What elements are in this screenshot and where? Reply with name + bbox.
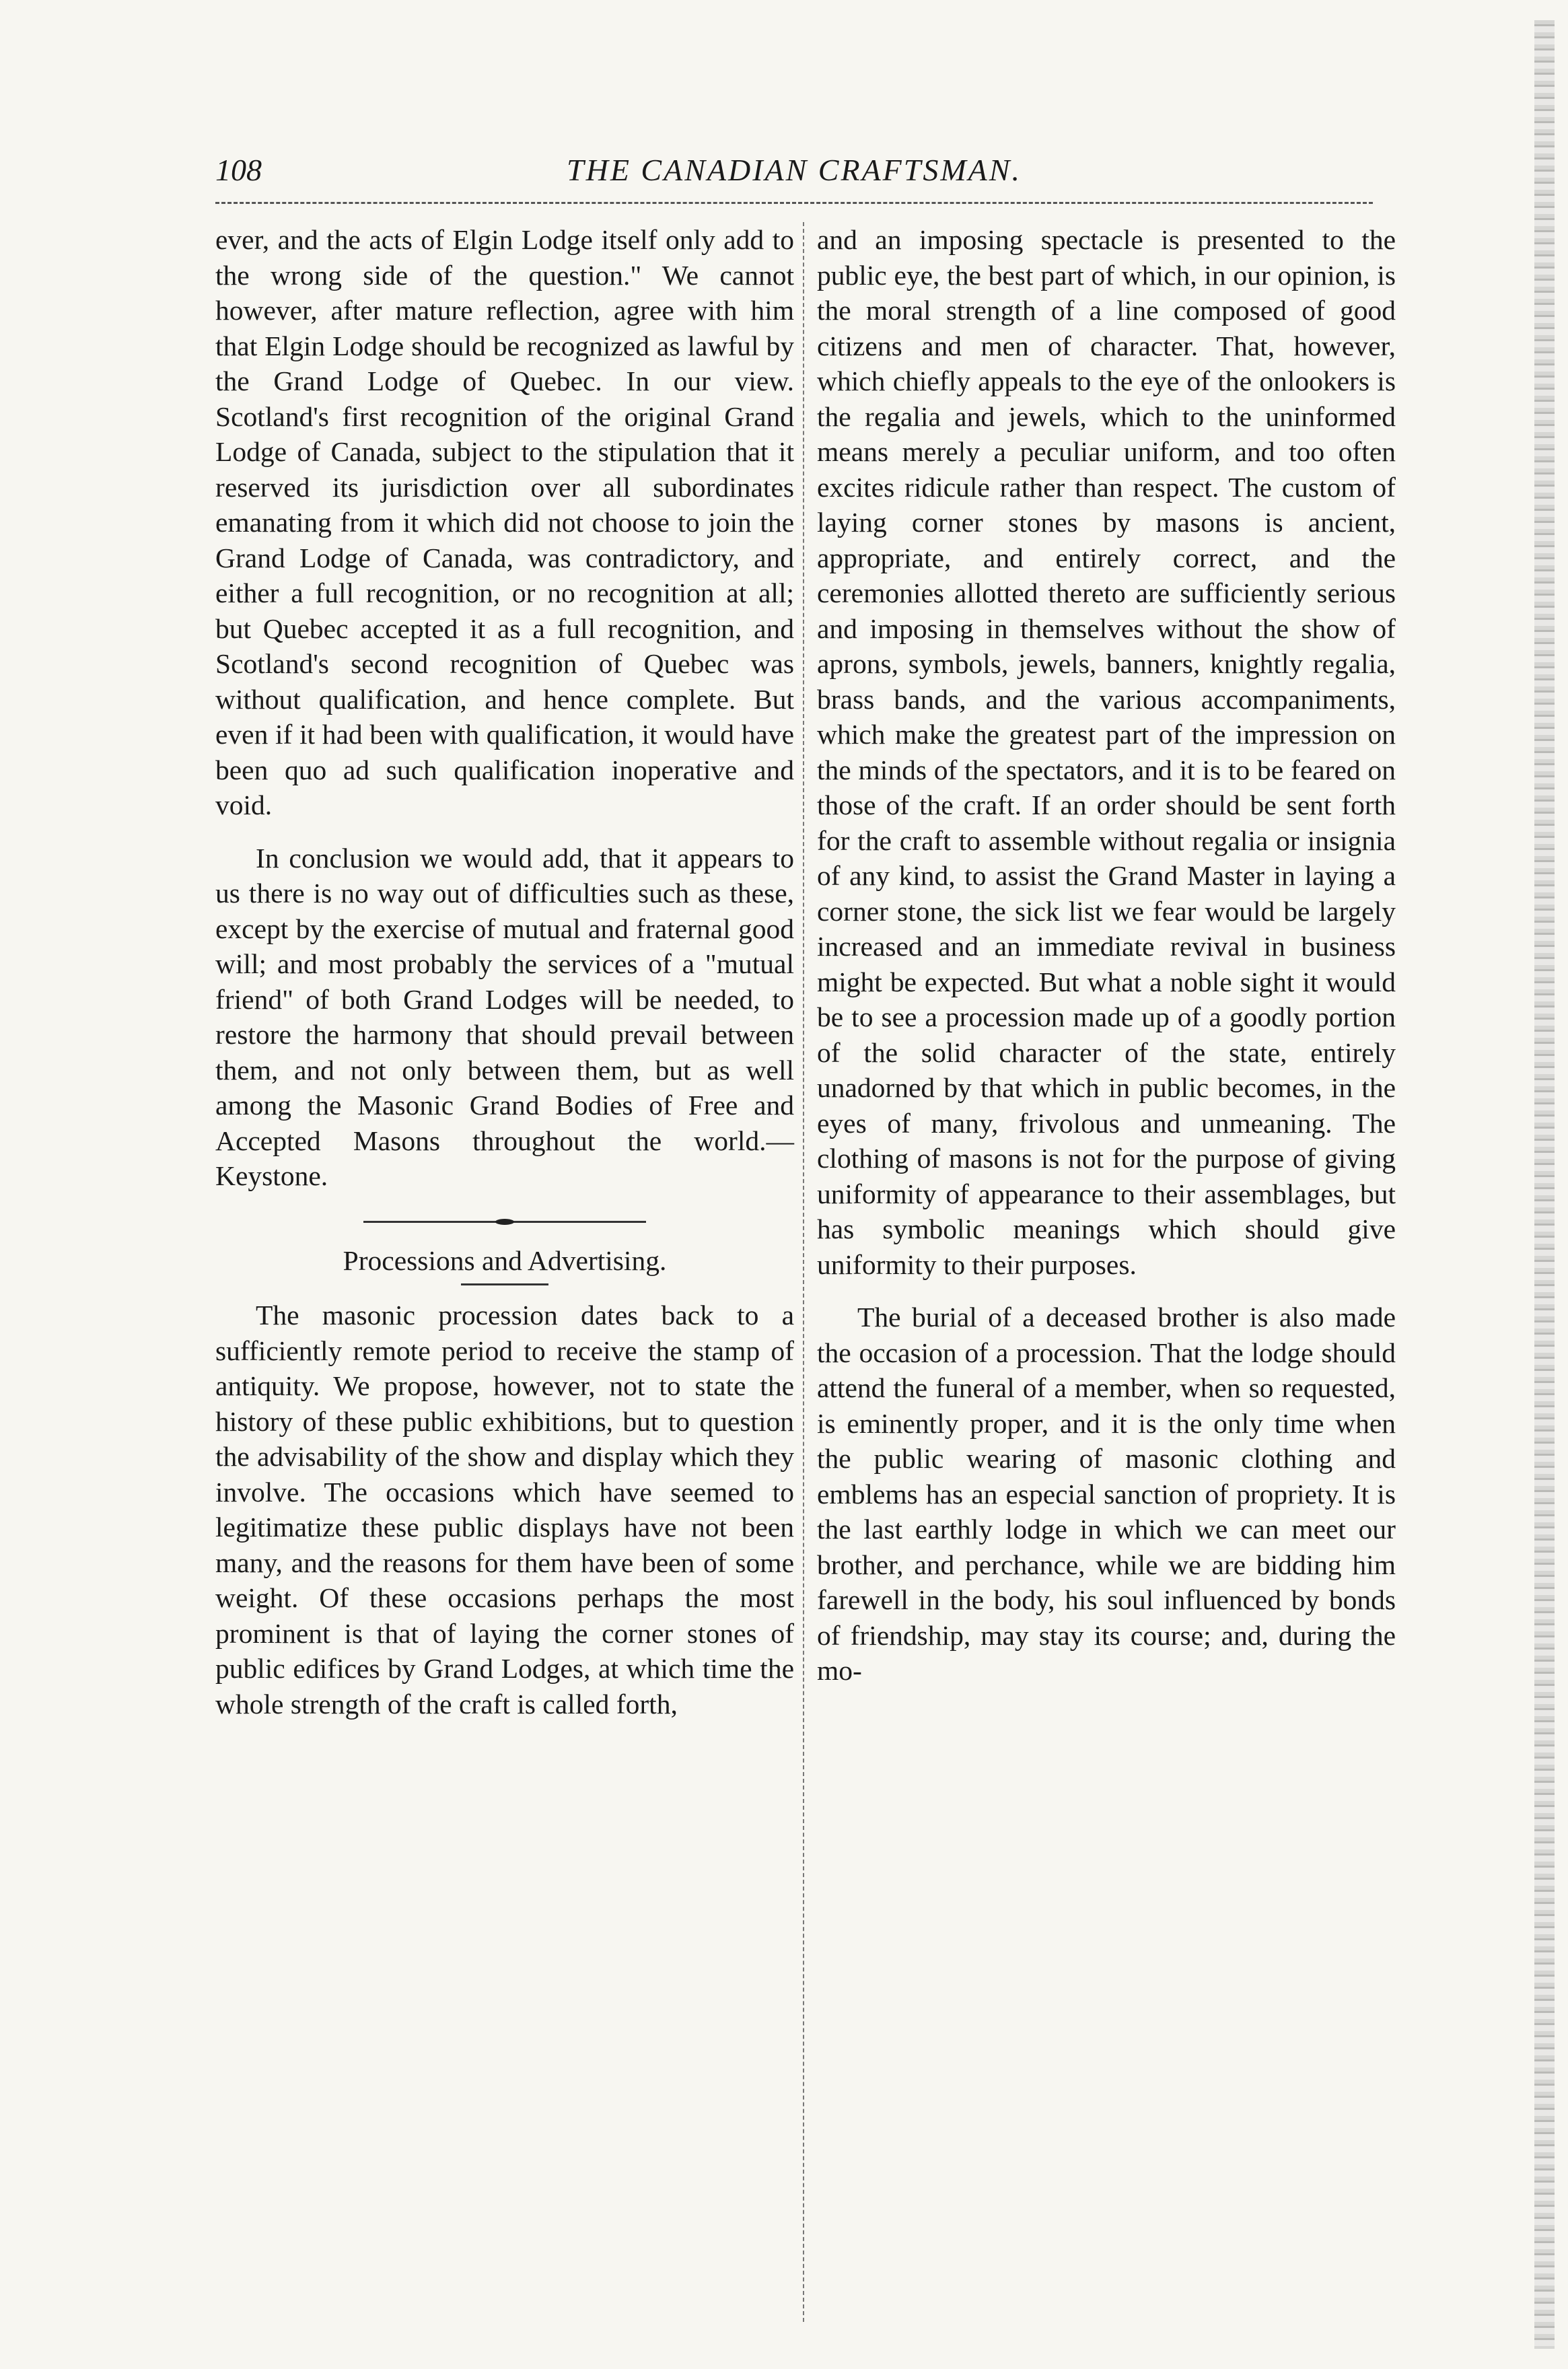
running-title: THE CANADIAN CRAFTSMAN. — [567, 153, 1022, 187]
heading-rule — [461, 1283, 548, 1285]
paragraph: ever, and the acts of Elgin Lodge itself only add to the wrong side of the question." We cannot however, after mature reflection, agree with him that Elgin Lodge should be recognized as lawful by the Grand Lodge of Quebec. In our view. Scotland's first recognition of the original Grand Lodge of Canada, subject to the stipulation that it reserved its jurisdiction over all subordinates emanating from it which did not choose to join the Grand Lodge of Canada, was contradictory, and either a full recognition, or no recognition at all; but Quebec accepted it as a full recognition, and Scotland's second recognition of Quebec was without qualification, and hence complete. But even if it had been with qualification, it would have been quo ad such qualification inoperative and void. — [215, 224, 794, 820]
paragraph: and an imposing spectacle is presented to the public eye, the best part of which, in our opinion, is the moral strength of a line composed of good citizens and men of character. That, however, which chiefly appeals to the eye of the onlookers is the regalia and jewels, which to the uninformed means merely a peculiar uniform, and too often excites ridicule rather than respect. The custom of laying corner stones by masons is ancient, appropriate, and entirely correct, and the ceremonies allotted thereto are sufficiently serious and imposing in themselves without the show of aprons, symbols, jewels, banners, knightly regalia, brass bands, and the various accompaniments, which make the greatest part of the impression on the minds of the spectators, and it is to be feared on those of the craft. If an order should be sent forth for the craft to assemble without regalia or insignia of any kind, to assist the Grand Master in laying a corner stone, the sick list we fear would be largely increased and an immediate revival in business might be expected. But what a noble sight it would be to see a procession made up of a goodly portion of the solid character of the state, entirely unadorned by that which in public becomes, in the eyes of many, frivolous and unmeaning. The clothing of masons is not for the purpose of giving uniformity of appearance to their assemblages, but has symbolic meanings which should give uniformity to their purposes. — [817, 224, 1396, 1280]
paragraph: The burial of a deceased brother is also made the occasion of a procession. That the lodge should attend the funeral of a member, when so requested, is eminently proper, and it is the only time when the public wearing of masonic clothing and emblems has an especial sanction of propriety. It is the last earthly lodge in which we can meet our brother, and perchance, while we are bidding him farewell in the body, his soul influenced by bonds of friendship, may stay its course; and, during the mo- — [817, 1302, 1396, 1686]
paragraph: The masonic procession dates back to a sufficiently remote period to receive the stamp of antiquity. We propose, however, not to state the history of these public exhibitions, but to question the advisability of the show and display which they involve. The occasions which have seemed to legitimatize these public displays have not been many, and the reasons for them have been of some weight. Of these occasions perhaps the most prominent is that of laying the corner stones of public edifices by Grand Lodges, at which time the whole strength of the craft is called forth, — [215, 1300, 794, 1720]
header-rule — [215, 202, 1373, 204]
page-header — [215, 152, 1373, 199]
page-number: 108 — [215, 153, 262, 187]
paragraph: In conclusion we would add, that it appears to us there is no way out of difficulties such as these, except by the exercise of mutual and fraternal good will; and most probably the services of a "mutual friend" of both Grand Lodges will be needed, to restore the harmony that should prevail between them, and not only between them, but as well among the Masonic Grand Bodies of Free and Accepted Masons throughout the world.—Keystone. — [215, 842, 794, 1191]
section-divider — [363, 1221, 646, 1223]
left-column — [215, 222, 794, 1722]
column-divider — [803, 222, 804, 2322]
page-edge — [1534, 20, 1555, 2349]
section-heading: Processions and Advertising. — [343, 1244, 667, 1276]
right-column — [817, 222, 1396, 1689]
